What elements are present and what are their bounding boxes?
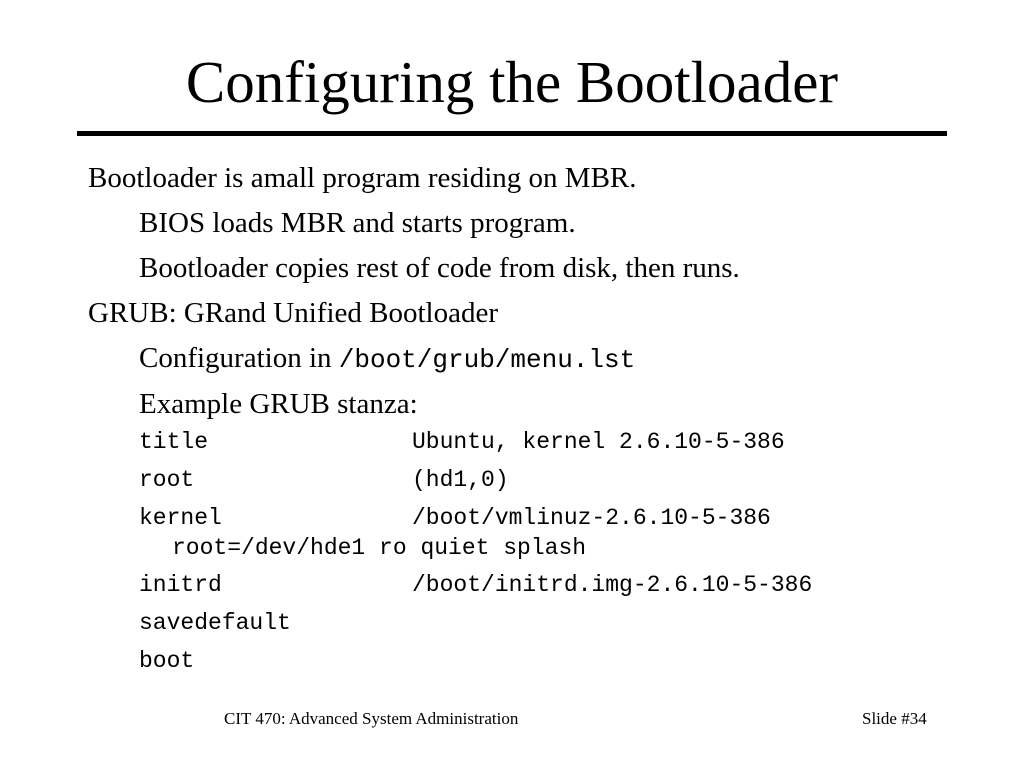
stanza-savedefault: savedefault — [139, 610, 291, 636]
stanza-value-title: Ubuntu, kernel 2.6.10-5-386 — [412, 429, 785, 455]
stanza-key-initrd: initrd — [139, 572, 222, 598]
stanza-value-kernel: /boot/vmlinuz-2.6.10-5-386 — [412, 505, 771, 531]
bullet-grub: GRUB: GRand Unified Bootloader — [88, 297, 498, 329]
bullet-bootloader: Bootloader is amall program residing on MBR. — [88, 162, 637, 194]
stanza-key-kernel: kernel — [139, 505, 222, 531]
configuration-label: Configuration in — [139, 342, 339, 374]
stanza-boot: boot — [139, 648, 195, 674]
sub-bullet-example: Example GRUB stanza: — [139, 388, 418, 420]
sub-bullet-bios: BIOS loads MBR and starts program. — [139, 207, 576, 239]
config-path: /boot/grub/menu.lst — [338, 345, 636, 375]
sub-bullet-copies: Bootloader copies rest of code from disk, then runs. — [139, 252, 740, 284]
slide-title: Configuring the Bootloader — [185, 49, 839, 115]
footer-slide-number: Slide #34 — [862, 709, 927, 728]
stanza-key-title: title — [139, 429, 209, 455]
stanza-kernel-args: root=/dev/hde1 ro quiet splash — [172, 535, 587, 561]
sub-bullet-configuration — [139, 341, 635, 377]
title-divider — [77, 131, 947, 136]
stanza-value-root: (hd1,0) — [412, 467, 509, 493]
stanza-value-initrd: /boot/initrd.img-2.6.10-5-386 — [412, 572, 813, 598]
footer-course: CIT 470: Advanced System Administration — [224, 709, 519, 728]
stanza-key-root: root — [139, 467, 195, 493]
